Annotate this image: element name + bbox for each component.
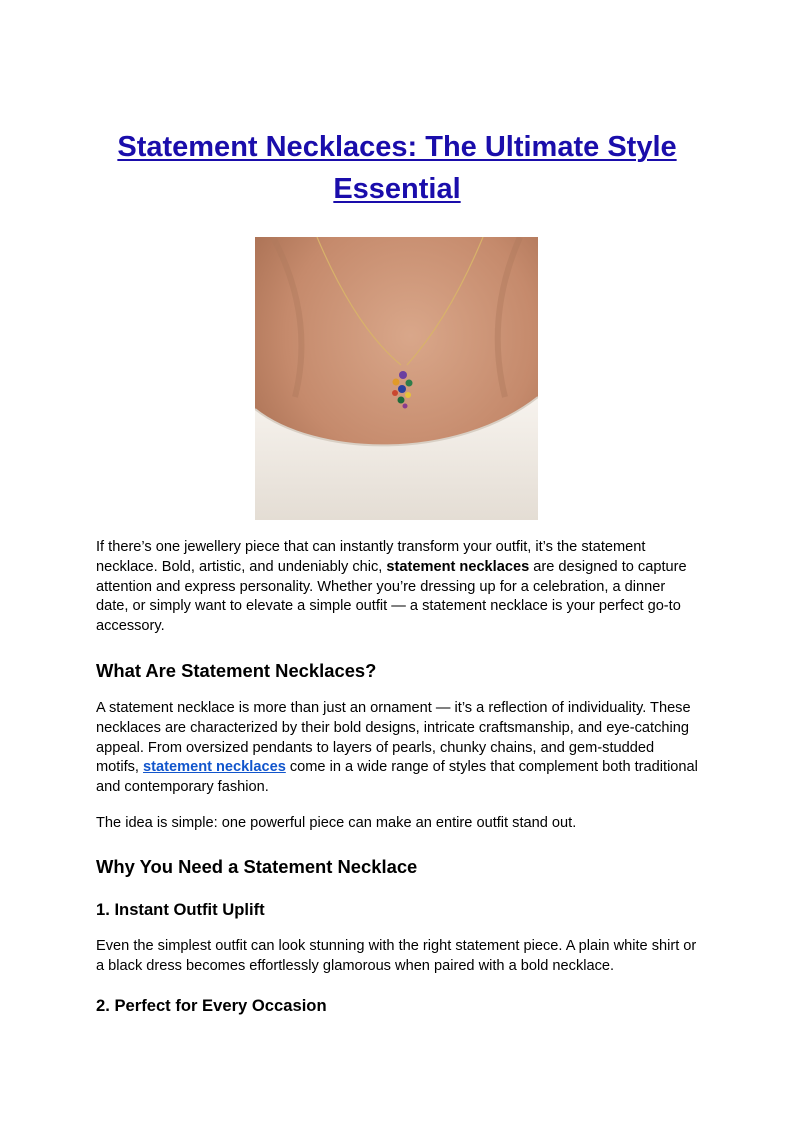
what-are-paragraph <box>96 699 698 798</box>
idea-paragraph: The idea is simple: one powerful piece can make an entire outfit stand out. <box>96 815 577 831</box>
statement-necklaces-link[interactable]: statement necklaces <box>143 759 286 776</box>
what-are-text-start: A statement necklace is more than just an ornament — it’s a reflection of individuality. These necklaces are characterized by their bold designs, intricate craftsmanship, and eye-catching appeal. From oversized pendants to layers of pearls, chunky chains, and gem-studded motifs, <box>96 700 691 776</box>
intro-bold-keyword: statement necklaces <box>386 558 530 575</box>
section-heading-what-are: What Are Statement Necklaces? <box>96 660 377 681</box>
instant-uplift-paragraph: Even the simplest outfit can look stunning with the right statement piece. A plain white shirt or a black dress becomes effortlessly glamorous when paired with a bold necklace. <box>96 938 697 974</box>
intro-text-end: are designed to capture attention and express personality. Whether you’re dressing up for a celebration, a dinner date, or simply want to elevate a simple outfit — a statement necklace is your perfect go-to accessory. <box>96 558 687 635</box>
intro-paragraph <box>96 538 698 637</box>
section-heading-why-need: Why You Need a Statement Necklace <box>96 856 418 877</box>
subheading-every-occasion: 2. Perfect for Every Occasion <box>96 996 327 1015</box>
intro-text-start: If there’s one jewellery piece that can instantly transform your outfit, it’s the statement necklace. Bold, artistic, and undeniably chic, <box>96 539 646 575</box>
title-link[interactable]: Statement Necklaces: The Ultimate Style Essential <box>117 131 677 205</box>
page-title <box>96 126 698 210</box>
necklace-photo <box>255 237 538 520</box>
subheading-instant-uplift: 1. Instant Outfit Uplift <box>96 900 265 919</box>
what-are-text-end: come in a wide range of styles that complement both traditional and contemporary fashion. <box>96 759 698 796</box>
necklace-photo-image <box>255 237 538 520</box>
